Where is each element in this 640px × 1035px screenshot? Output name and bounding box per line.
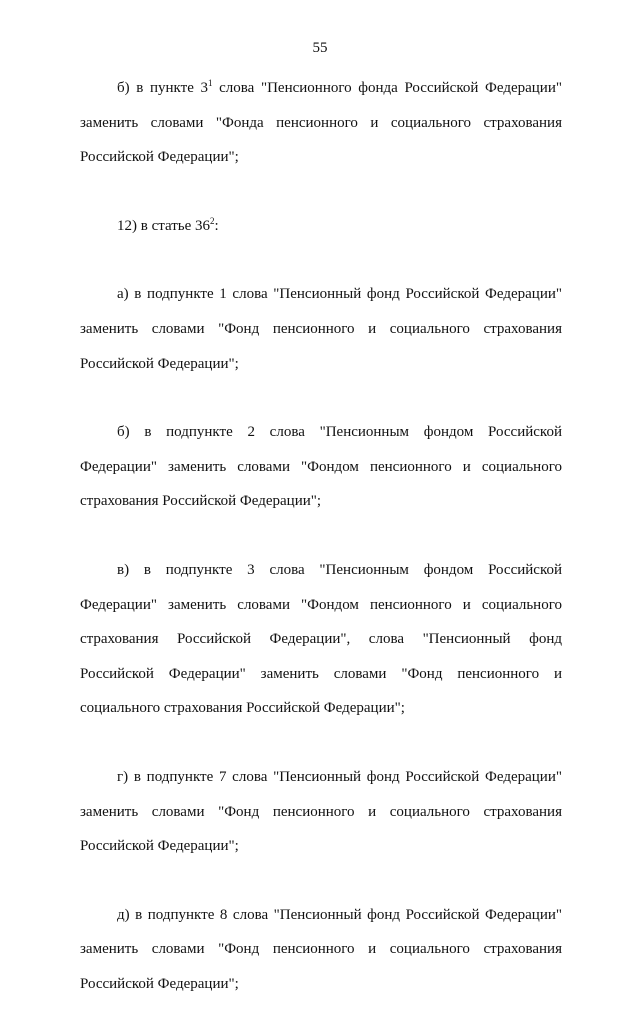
subparagraph-d-8: д) в подпункте 8 слова "Пенсионный фонд Российской Федерации" заменить словами "Фонд пенсионного и социального страхования Российской Федерации";: [80, 906, 562, 992]
paragraph-b-point-superscript: 1: [208, 78, 213, 88]
subparagraph-b-2: б) в подпункте 2 слова "Пенсионным фондом Российской Федерации" заменить словами "Фондом пенсионного и социального страхования Российской Федерации";: [80, 424, 562, 510]
document-body: [80, 71, 562, 1035]
paragraph-b-point-3-1: [80, 71, 562, 175]
item-12-suffix: :: [214, 217, 219, 234]
subparagraph-v-3: в) в подпункте 3 слова "Пенсионным фондом Российской Федерации" заменить словами "Фондом пенсионного и социального страхования Российской Федерации", слова "Пенсионный фонд Российской Федерации" заменить словами "Фонд пенсионного и социального страхования Российской Федерации";: [80, 561, 562, 717]
paragraph-b-point-suffix: слова "Пенсионного фонда Российской Федерации" заменить словами "Фонда пенсионного и социального страхования Российской Федерации";: [80, 80, 562, 166]
item-12-prefix: 12) в статье 36: [117, 217, 211, 234]
item-12-article-36-2: [80, 209, 562, 244]
page-number: 55: [312, 40, 328, 56]
subparagraph-a-1: а) в подпункте 1 слова "Пенсионный фонд Российской Федерации" заменить словами "Фонд пенсионного и социального страхования Российской Федерации";: [80, 286, 562, 372]
subparagraph-g-7: г) в подпункте 7 слова "Пенсионный фонд Российской Федерации" заменить словами "Фонд пенсионного и социального страхования Российской Федерации";: [80, 768, 562, 855]
item-12-superscript: 2: [210, 215, 215, 226]
paragraph-b-point-prefix: б) в пункте 3: [117, 80, 208, 96]
